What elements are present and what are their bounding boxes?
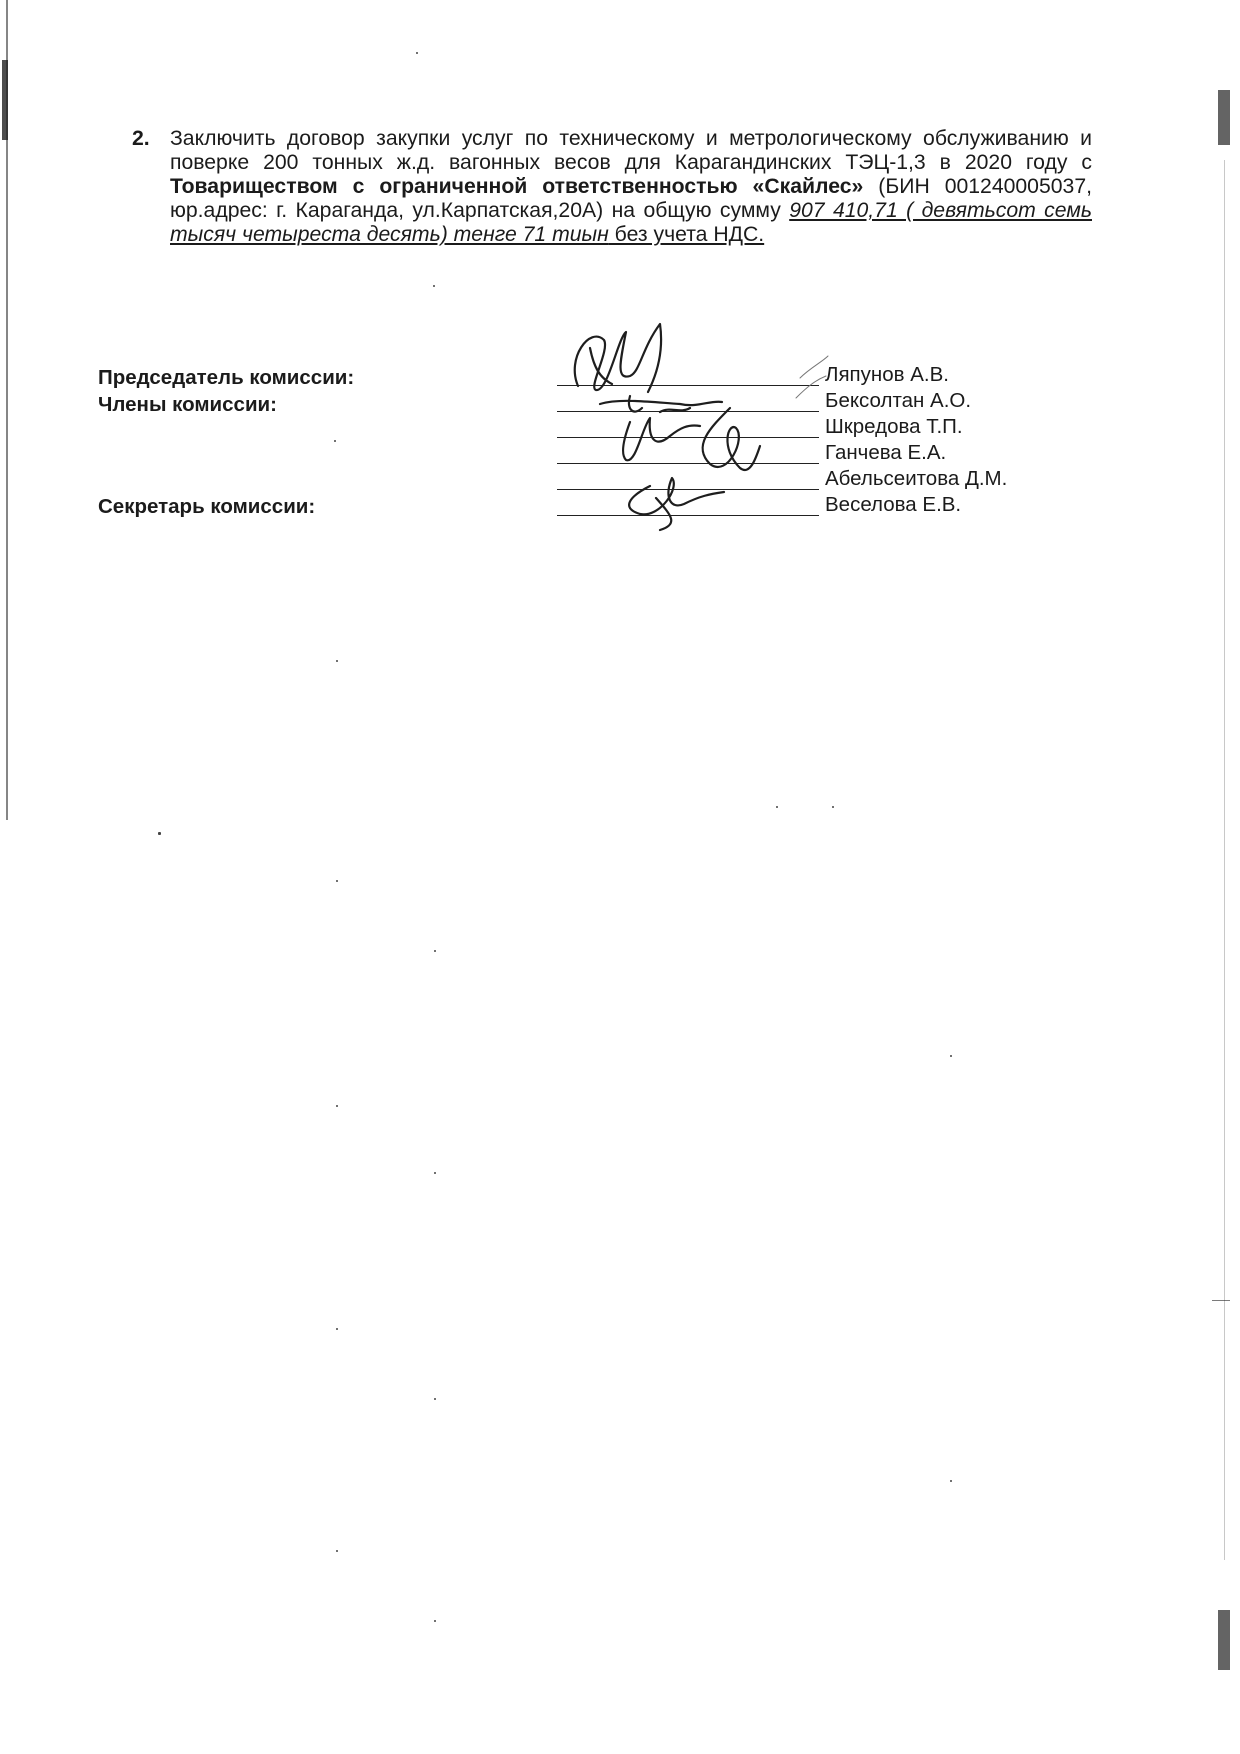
- scan-noise: [158, 832, 161, 835]
- scan-noise: [950, 1480, 952, 1482]
- signatory-name: Абельсеитова Д.М.: [825, 467, 1008, 490]
- scan-edge-right-mid: [1212, 1300, 1230, 1301]
- scan-noise: [434, 1172, 436, 1174]
- scan-noise: [334, 440, 336, 442]
- secretary-label: Секретарь комиссии:: [98, 495, 316, 518]
- handwritten-signatures: [560, 318, 830, 538]
- scan-noise: [950, 1055, 952, 1057]
- scan-noise: [416, 52, 418, 54]
- scan-noise: [434, 1620, 436, 1622]
- signatory-name: Ганчева Е.А.: [825, 441, 947, 464]
- scan-noise: [434, 1398, 436, 1400]
- signatory-name: Бексолтан А.О.: [825, 389, 972, 412]
- decision-item: [132, 127, 1092, 247]
- scan-noise: [434, 950, 436, 952]
- signatory-name: Шкредова Т.П.: [825, 415, 963, 438]
- scan-noise: [776, 806, 778, 808]
- signatory-name: Веселова Е.В.: [825, 493, 962, 516]
- scan-noise: [832, 806, 834, 808]
- scan-edge-right-line: [1224, 160, 1225, 1560]
- scan-noise: [336, 660, 338, 662]
- contract-amount: 907 410,71 ( девятьсот семь тысяч четыреста десять) тенге 71 тиын: [170, 199, 1092, 246]
- chairman-label: Председатель комиссии:: [98, 366, 355, 389]
- members-label: Члены комиссии:: [98, 393, 277, 416]
- scan-edge-right-top: [1218, 90, 1230, 145]
- scan-noise: [336, 1550, 338, 1552]
- scan-edge-right-bottom: [1218, 1610, 1230, 1670]
- decision-text-part-2: (БИН 001240005037, юр.адрес: г. Караганда, ул.Карпатская,20А) на общую сумму: [170, 175, 1092, 222]
- decision-text-part-1: Заключить договор закупки услуг по техническому и метрологическому обслуживанию и поверке 200 тонных ж.д. вагонных весов для Карагандинских ТЭЦ-1,3 в 2020 году с: [170, 127, 1092, 174]
- scan-noise: [336, 1328, 338, 1330]
- scan-noise: [336, 1105, 338, 1107]
- decision-text-tail: без учета НДС.: [608, 223, 765, 246]
- decision-number: 2.: [132, 127, 150, 150]
- contractor-name: Товариществом с ограниченной ответственностью «Скайлес»: [170, 175, 864, 198]
- decision-text: [170, 127, 1092, 247]
- signatory-name: Ляпунов А.В.: [825, 363, 949, 386]
- scan-noise: [336, 880, 338, 882]
- scan-noise: [433, 285, 435, 287]
- scan-edge-left-block: [2, 60, 8, 140]
